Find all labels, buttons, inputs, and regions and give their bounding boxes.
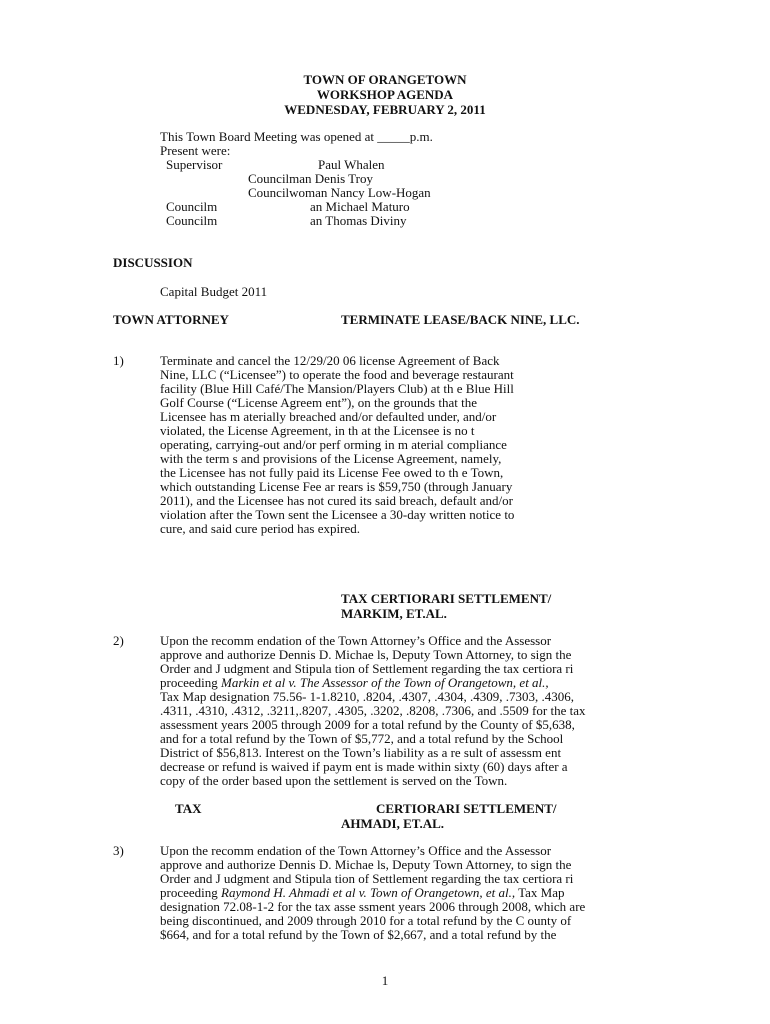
section-markim-name: MARKIM, ET.AL. [341, 606, 447, 621]
attendee-name: an Thomas Diviny [310, 213, 407, 228]
paragraph-line: violation after the Town sent the Licensee a 30-day written notice to [160, 507, 515, 522]
paragraph-line: Golf Course (“License Agreem ent”), on the grounds that the [160, 395, 477, 410]
section-ahmadi-name: AHMADI, ET.AL. [341, 816, 445, 831]
opening-line: This Town Board Meeting was opened at _____p.m. [160, 129, 433, 144]
paragraph-line: and for a total refund by the Town of $5,772, and a total refund by the School [160, 731, 564, 746]
paragraph-line: copy of the order based upon the settlement is served on the Town. [160, 773, 508, 788]
paragraph-line: approve and authorize Dennis D. Michae ls, Deputy Town Attorney, to sign the [160, 857, 572, 872]
paragraph-line: District of $56,813. Interest on the Town’s liability as a re sult of assessm ent [160, 745, 562, 760]
attendee-role: Councilm [166, 213, 218, 228]
paragraph-line: 2011), and the Licensee has not cured its said breach, default and/or [160, 493, 513, 508]
paragraph-line: with the term s and provisions of the License Agreement, namely, [160, 451, 502, 466]
proceeding-label: proceeding [160, 675, 222, 690]
document-title-date: WEDNESDAY, FEBRUARY 2, 2011 [284, 102, 486, 117]
section-tax-certiorari-ahmadi: CERTIORARI SETTLEMENT/ [376, 801, 557, 816]
item-number: 1) [113, 353, 124, 368]
paragraph-line: Terminate and cancel the 12/29/20 06 license Agreement of Back [160, 353, 500, 368]
document-title-agenda: WORKSHOP AGENDA [316, 87, 454, 102]
proceeding-label: proceeding [160, 885, 222, 900]
paragraph-line: Order and J udgment and Stipula tion of Settlement regarding the tax certiora ri [160, 871, 574, 886]
tax-map-label: Tax Map [515, 885, 565, 900]
discussion-heading: DISCUSSION [113, 255, 193, 270]
item-number: 3) [113, 843, 124, 858]
paragraph-line: facility (Blue Hill Café/The Mansion/Players Club) at th e Blue Hill [160, 381, 514, 396]
paragraph-line: Upon the recomm endation of the Town Attorney’s Office and the Assessor [160, 843, 552, 858]
paragraph-line: cure, and said cure period has expired. [160, 521, 360, 536]
attendee-name: an Michael Maturo [310, 199, 410, 214]
paragraph-line: approve and authorize Dennis D. Michae ls, Deputy Town Attorney, to sign the [160, 647, 572, 662]
paragraph-line: $664, and for a total refund by the Town of $2,667, and a total refund by the [160, 927, 557, 942]
paragraph-line: Tax Map designation 75.56- 1-1.8210, .8204, .4307, .4304, .4309, .7303, .4306, [160, 689, 574, 704]
paragraph-line: assessment years 2005 through 2009 for a total refund by the County of $5,638, [160, 717, 575, 732]
section-tax-certiorari-markim: TAX CERTIORARI SETTLEMENT/ [341, 591, 552, 606]
case-name: Markin et al v. The Assessor of the Town of Orangetown, et al., [221, 675, 549, 690]
item-number: 2) [113, 633, 124, 648]
paragraph-line [160, 885, 564, 900]
section-terminate-lease: TERMINATE LEASE/BACK NINE, LLC. [341, 312, 580, 327]
attendee-name: Councilman Denis Troy [248, 171, 373, 186]
paragraph-line: decrease or refund is waived if paym ent is made within sixty (60) days after a [160, 759, 568, 774]
section-tax-label: TAX [175, 801, 202, 816]
paragraph-line: .4311, .4310, .4312, .3211,.8207, .4305, .3202, .8208, .7306, and .5509 for the tax [160, 703, 586, 718]
document-title-town: TOWN OF ORANGETOWN [303, 72, 467, 87]
page-number: 1 [381, 973, 389, 988]
discussion-item: Capital Budget 2011 [160, 284, 268, 299]
paragraph-line: operating, carrying-out and/or perf orming in m aterial compliance [160, 437, 507, 452]
paragraph-line: Order and J udgment and Stipula tion of Settlement regarding the tax certiora ri [160, 661, 574, 676]
paragraph-line: Nine, LLC (“Licensee”) to operate the food and beverage restaurant [160, 367, 514, 382]
paragraph-line: which outstanding License Fee ar rears is $59,750 (through January [160, 479, 513, 494]
case-name: Raymond H. Ahmadi et al v. Town of Orangetown, et al., [221, 885, 516, 900]
paragraph-line: the Licensee has not fully paid its License Fee owed to th e Town, [160, 465, 504, 480]
attendee-role: Supervisor [166, 157, 223, 172]
attendee-name: Paul Whalen [318, 157, 385, 172]
attendee-role: Councilm [166, 199, 218, 214]
present-label: Present were: [160, 143, 231, 158]
section-town-attorney: TOWN ATTORNEY [113, 312, 229, 327]
paragraph-line: designation 72.08-1-2 for the tax asse ssment years 2006 through 2008, which are [160, 899, 586, 914]
paragraph-line [160, 675, 549, 690]
attendee-name: Councilwoman Nancy Low-Hogan [248, 185, 431, 200]
paragraph-line: Upon the recomm endation of the Town Attorney’s Office and the Assessor [160, 633, 552, 648]
paragraph-line: violated, the License Agreement, in th at the Licensee is no t [160, 423, 475, 438]
paragraph-line: Licensee has m aterially breached and/or defaulted under, and/or [160, 409, 497, 424]
paragraph-line: being discontinued, and 2009 through 2010 for a total refund by the C ounty of [160, 913, 572, 928]
